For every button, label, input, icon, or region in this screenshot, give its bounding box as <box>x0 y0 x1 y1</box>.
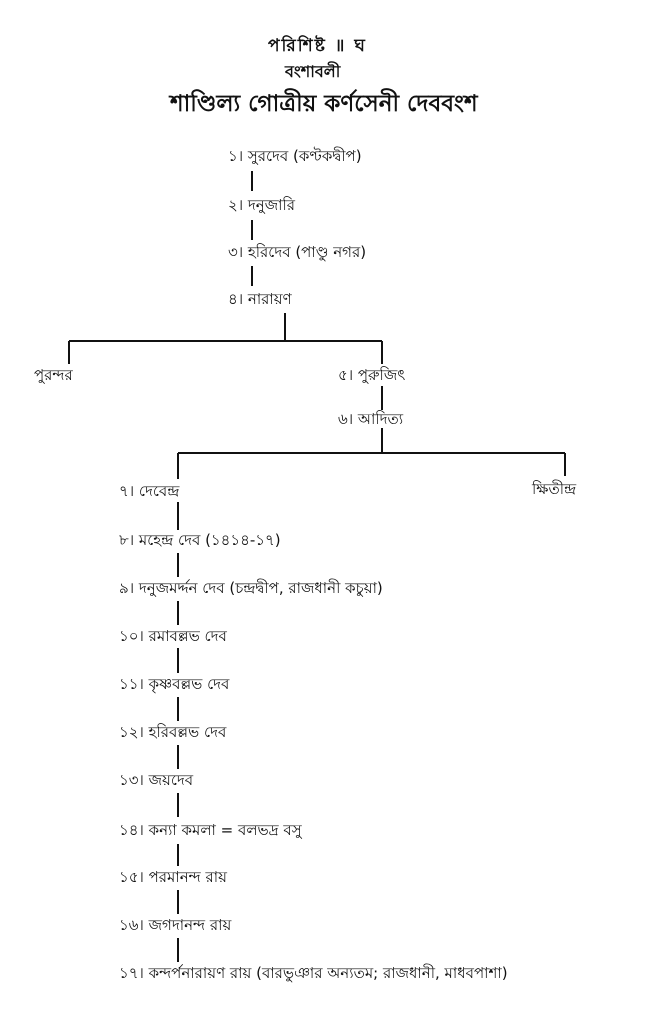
node-11: ১১। কৃষ্ণবল্লভ দেব <box>119 675 230 693</box>
node-17: ১৭। কন্দর্পনারায়ণ রায় (বারভুঞার অন্যতম; রাজধানী, মাধবপাশা) <box>119 964 508 982</box>
node-13: ১৩। জয়দেব <box>119 771 194 789</box>
node-2: ২। দনুজারি <box>228 196 296 214</box>
node-5: ৫। পুরুজিৎ <box>338 366 406 384</box>
node-6: ৬। আদিত্য <box>338 410 404 428</box>
appendix-label: পরিশিষ্ট ॥ ঘ <box>268 36 367 56</box>
node-7: ৭। দেবেন্দ্র <box>119 482 180 500</box>
node-1: ১। সুরদেব (কণ্টকদ্বীপ) <box>228 147 362 165</box>
page-title: শাণ্ডিল্য গোত্রীয় কর্ণসেনী দেববংশ <box>170 91 478 117</box>
node-kshitindra: ক্ষিতীন্দ্র <box>532 480 577 498</box>
node-purandar: পুরন্দর <box>34 366 73 384</box>
node-15: ১৫। পরমানন্দ রায় <box>119 868 227 886</box>
node-8: ৮। মহেন্দ্র দেব (১৪১৪-১৭) <box>119 531 281 549</box>
node-9: ৯। দনুজমর্দ্দন দেব (চন্দ্রদ্বীপ, রাজধানী কচুয়া) <box>119 579 383 597</box>
node-4: ৪। নারায়ণ <box>228 290 292 308</box>
node-10: ১০। রমাবল্লভ দেব <box>119 627 227 645</box>
genealogy-label: বংশাবলী <box>285 62 341 81</box>
node-12: ১২। হরিবল্লভ দেব <box>119 723 227 741</box>
node-14: ১৪। কন্যা কমলা = বলভদ্র বসু <box>119 821 302 839</box>
node-16: ১৬। জগদানন্দ রায় <box>119 916 232 934</box>
node-3: ৩। হরিদেব (পাণ্ডু নগর) <box>228 243 367 261</box>
